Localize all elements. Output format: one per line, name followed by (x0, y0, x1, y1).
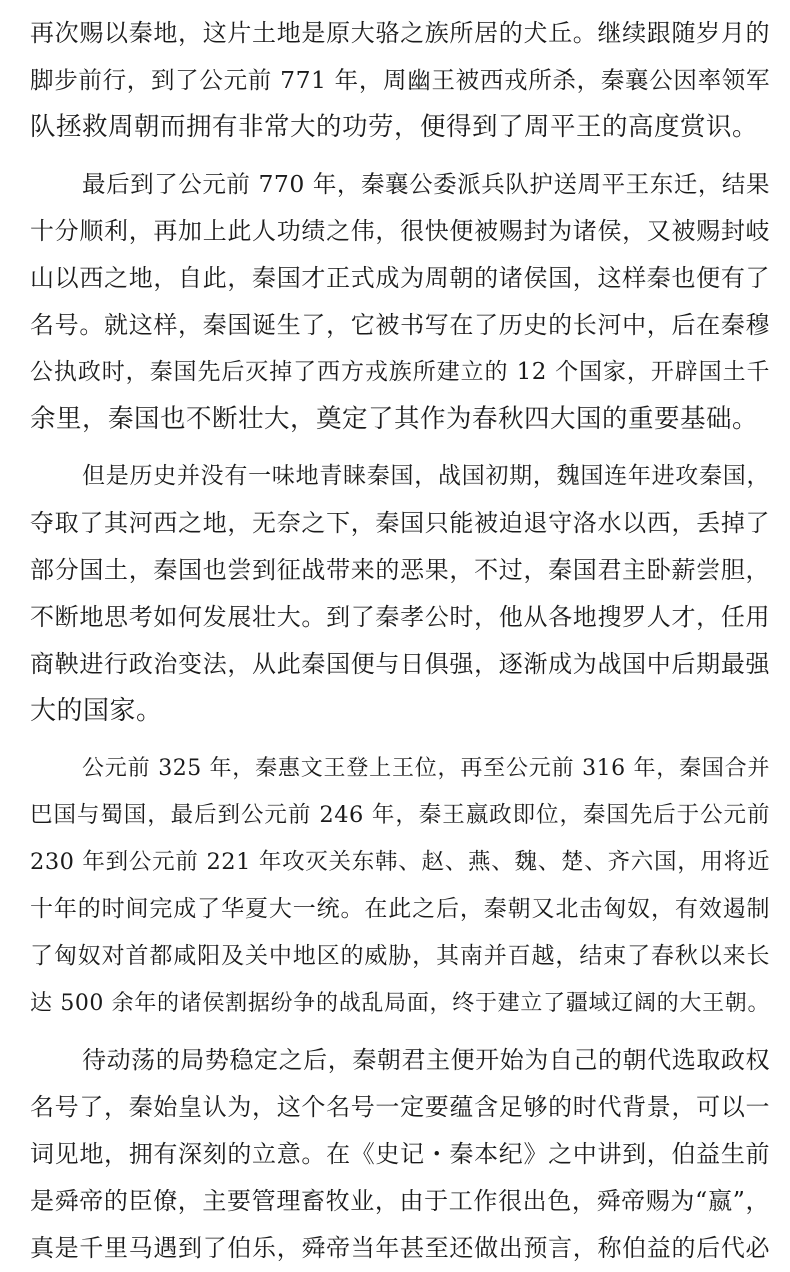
text-line: 夺取了其河西之地，无奈之下，秦国只能被迫退守洛水以西，丢掉了 (30, 509, 770, 537)
text-line: 十年的时间完成了华夏大一统。在此之后，秦朝又北击匈奴，有效遏制 (30, 896, 770, 922)
paragraph-1 (30, 10, 770, 151)
document-page (30, 10, 770, 1272)
text-line: 余里，秦国也不断壮大，奠定了其作为春秋四大国的重要基础。 (30, 404, 759, 434)
text-line: 脚步前行，到了公元前 771 年，周幽王被西戎所杀，秦襄公因率领军 (30, 66, 770, 94)
text-line: 商鞅进行政治变法，从此秦国便与日俱强，逐渐成为战国中后期最强 (30, 650, 770, 678)
paragraph-4 (30, 745, 770, 1027)
paragraph-5 (30, 1037, 770, 1272)
text-line: 队拯救周朝而拥有非常大的功劳，便得到了周平王的高度赏识。 (30, 112, 759, 142)
text-line: 名号了，秦始皇认为，这个名号一定要蕴含足够的时代背景，可以一 (30, 1093, 770, 1121)
text-line: 十分顺利，再加上此人功绩之伟，很快便被赐封为诸侯，又被赐封岐 (30, 217, 770, 245)
text-line: 巴国与蜀国，最后到公元前 246 年，秦王嬴政即位，秦国先后于公元前 (30, 802, 770, 828)
paragraph-2 (30, 161, 770, 443)
text-line: 是舜帝的臣僚，主要管理畜牧业，由于工作很出色，舜帝赐为“嬴”， (30, 1187, 770, 1215)
text-line: 最后到了公元前 770 年，秦襄公委派兵队护送周平王东迁，结果 (82, 170, 770, 198)
text-line: 达 500 余年的诸侯割据纷争的战乱局面，终于建立了疆域辽阔的大王朝。 (30, 991, 770, 1016)
text-line: 大的国家。 (30, 696, 163, 726)
text-line: 部分国土，秦国也尝到征战带来的恶果，不过，秦国君主卧薪尝胆， (30, 556, 770, 584)
text-line: 词见地，拥有深刻的立意。在《史记・秦本纪》之中讲到，伯益生前 (30, 1140, 770, 1168)
text-line: 230 年到公元前 221 年攻灭关东韩、赵、燕、魏、楚、齐六国，用将近 (30, 849, 770, 875)
text-line: 再次赐以秦地，这片土地是原大骆之族所居的犬丘。继续跟随岁月的 (30, 19, 770, 47)
text-line: 名号。就这样，秦国诞生了，它被书写在了历史的长河中，后在秦穆 (30, 311, 770, 339)
text-line: 了匈奴对首都咸阳及关中地区的威胁，其南并百越，结束了春秋以来长 (30, 943, 770, 969)
text-line: 但是历史并没有一味地青睐秦国，战国初期，魏国连年进攻秦国， (82, 463, 770, 489)
paragraph-3 (30, 453, 770, 735)
text-line: 真是千里马遇到了伯乐，舜帝当年甚至还做出预言，称伯益的后代必 (30, 1234, 770, 1262)
text-line: 公执政时，秦国先后灭掉了西方戎族所建立的 12 个国家，开辟国土千 (30, 359, 770, 385)
text-line: 不断地思考如何发展壮大。到了秦孝公时，他从各地搜罗人才，任用 (30, 603, 770, 631)
text-line: 公元前 325 年，秦惠文王登上王位，再至公元前 316 年，秦国合并 (82, 756, 770, 781)
text-line: 山以西之地，自此，秦国才正式成为周朝的诸侯国，这样秦也便有了 (30, 264, 770, 292)
text-line: 待动荡的局势稳定之后，秦朝君主便开始为自己的朝代选取政权 (82, 1046, 770, 1074)
